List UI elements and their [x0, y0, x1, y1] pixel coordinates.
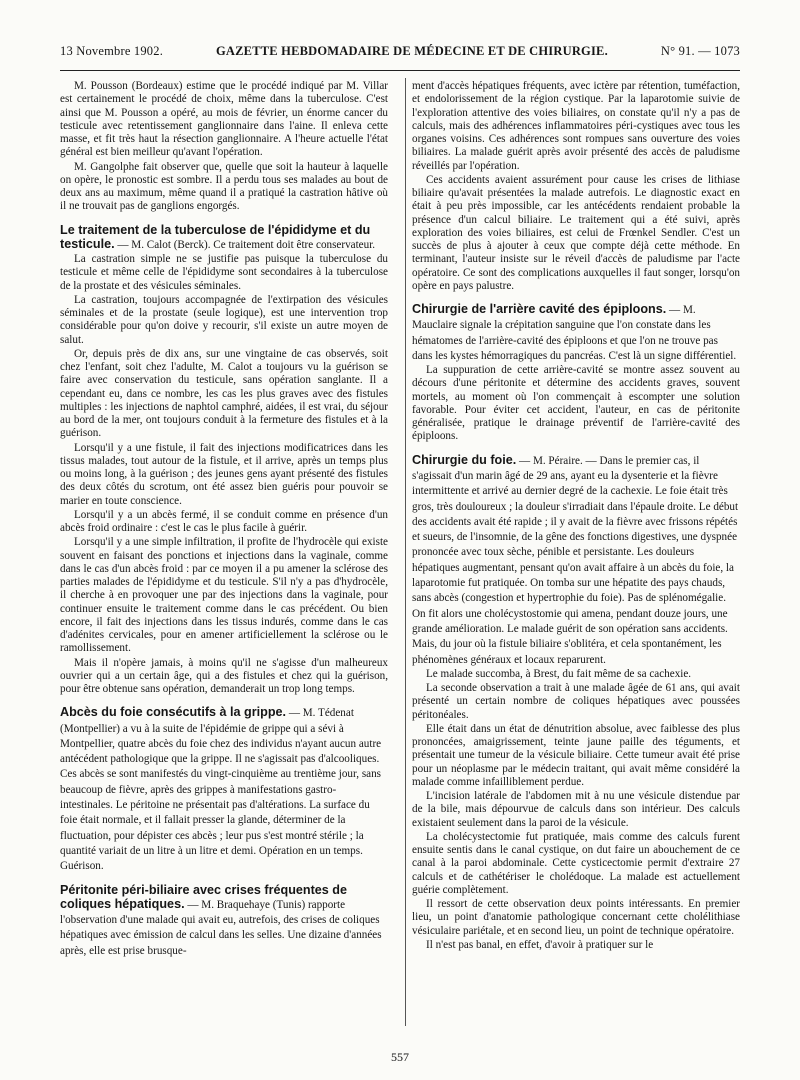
paragraph: Ces accidents avaient assurément pour cause les crises de lithiase biliaire qu'avait présentées la malade autrefois. Le diagnostic exact en était à peu près impossible, car les antécédents rendaient probable la présence d'un calcul biliaire. Le traitement qui a été suivi, après exploration des voies biliaires, est celui de Frœnkel Sendler. C'est un succès de plus à ajouter à ceux que compte déjà cette méthode. En terminant, l'auteur insiste sur le réveil d'accès de paludisme par l'acte opératoire. Ce sont des complications auxquelles il faut songer, lorsqu'on opère en pays palustre. [412, 173, 740, 292]
section-lead: — M. Mauclaire signale la crépitation sanguine que l'on constate dans les hématomes de l'arrière-cavité des épiploons et que l'on ne trouve pas dans les kystes hémorragiques du pancréas. C'est là un signe différentiel. [412, 304, 737, 362]
column-rule [405, 78, 406, 1026]
paragraph: La castration simple ne se justifie pas puisque la tuberculose du testicule et même celle de l'épididyme sont secondaires à la tuberculose de la prostate et des vésicules séminales. [60, 253, 388, 292]
paragraph: Le malade succomba, à Brest, du fait même de sa cachexie. [426, 667, 692, 680]
paragraph: Lorsqu'il y a une simple infiltration, il profite de l'hydrocèle qui existe souvent en faisant des ponctions et injections dans la vaginale, comme dans le cas d'un abcès froid : par ce moyen il a pu amener la sclérose des parties malades de l'épididyme et du testicule. S'il n'y a pas d'hydrocèle, il cherche à en provoquer une par des injections dans la vaginale, pour continuer ensuite le traitement comme dans le cas précédent. Ou bien encore, il fait des injections dans les tissus indurés, comme dans le cas d'adénites cervicales, pour en amener artificiellement la sclérose ou le ramollissement. [60, 536, 388, 655]
header-journal-title: GAZETTE HEBDOMADAIRE DE MÉDECINE ET DE CHIRURGIE. [215, 44, 608, 58]
section-heading-peritonite [60, 883, 388, 958]
section-title: Abcès du foie consécutifs à la grippe. [60, 705, 287, 720]
paragraph: Elle était dans un état de dénutrition absolue, avec faiblesse des plus prononcées, amaigrissement, teinte jaune paille des téguments, et présentait une tumeur de la vésicule biliaire. Cette tumeur avait été prise pour un néoplasme par le médecin traitant, qui avait même considéré la malade comme infailliblement perdue. [412, 722, 740, 788]
paragraph: ment d'accès hépatiques fréquents, avec ictère par rétention, tuméfaction, et endolorissement de la région cystique. Par la laparotomie suivie de l'exploration attentive des voies biliaires, on constate qu'il n'y a pas de calculs, mais des adhérences inflammatoires péri-cystiques avec tous les organes voisins. Ces adhérences sont rompues sans ouverture des voies biliaires. La malade guérit après avoir présenté des accès de paludisme réveillés par l'opération. [412, 80, 740, 172]
paragraph: La castration, toujours accompagnée de l'extirpation des vésicules séminales et de la prostate (seule logique), est une intervention trop considérable pour qu'on doive y recourir, s'il existe un autre moyen de salut. [60, 293, 388, 346]
section-heading-abces-foie [60, 705, 388, 873]
section-title: Chirurgie de l'arrière cavité des épiploons. [412, 302, 667, 316]
paragraph: La suppuration de cette arrière-cavité se montre assez souvent au décours d'une péritonite et détermine des accidents graves, souvent mortels, au moment où l'on commençait à escompter une solution favorable. Pour éviter cet accident, l'auteur, en cas de péritonite généralisée, pratique le drainage préventif de l'arrière-cavité des épiploons. [412, 364, 740, 443]
section-heading-arriere-cavite [412, 302, 740, 363]
page-number: 557 [391, 1050, 409, 1064]
section-heading-chirurgie-foie [412, 453, 740, 667]
paragraph: Mais il n'opère jamais, à moins qu'il ne s'agisse d'un malheureux ouvrier qui a un certain âge, qui a des fistules et chez qui la guérison, pour être obtenue sans opération, demanderait un trop long temps. [60, 656, 388, 696]
section-lead: — M. Braquehaye (Tunis) rapporte l'observation d'une malade qui avait eu, autrefois, des crises de coliques hépatiques avec émission de calcul dans les selles. Une dizaine d'années après, elle est prise brusque- [60, 898, 382, 957]
paragraph: Il n'est pas banal, en effet, d'avoir à pratiquer sur le [426, 938, 654, 951]
header-issue-page: N° 91. — 1073 [660, 44, 740, 58]
paragraph: M. Gangolphe fait observer que, quelle que soit la hauteur à laquelle on opère, le pronostic est sombre. Il a perdu tous ses malades au bout de deux ans au maximum, même quand il a pratiqué la castration hâtive où il ne trouvait pas de ganglions engorgés. [60, 160, 388, 213]
left-column [60, 80, 388, 1024]
paragraph: L'incision latérale de l'abdomen mit à nu une vésicule distendue par de la bile, mais dépourvue de calculs dans son intérieur. Des calculs existaient seulement dans la paroi de la vésicule. [412, 790, 740, 829]
paragraph: Il ressort de cette observation deux points intéressants. En premier lieu, un point d'anatomie pathologique concernant cette cholélithiase vésiculaire pariétale, et en second lieu, un point de technique opératoire. [412, 898, 740, 937]
section-title: Le traitement de la tuberculose de l'épididyme et du testicule. [60, 222, 371, 251]
section-title: Péritonite péri-biliaire avec crises fréquentes de coliques hépatiques. [60, 882, 347, 911]
section-lead: — M. Péraire. — Dans le premier cas, il s'agissait d'un marin âgé de 29 ans, ayant eu la dysenterie et la fièvre intermittente et arrivé au dernier degré de la cachexie. Le foie était très gros, très douloureux ; la douleur s'irradiait dans l'épaule droite. Le début des accidents avait été rapide ; il y avait de la fièvre avec frissons répétés et sueurs, de l'insomnie, de la gêne des fonctions digestives, une dyspnée prononcée avec toux sèche, pénible et persistante. Les douleurs hépatiques augmentant, pensant qu'on avait affaire à un abcès du foie, la laparotomie fut pratiquée. On tomba sur une hépatite des pays chauds, sans abcès (congestion et hypertrophie du foie). Pas de splénomégalie. On fit alors une cholécystostomie qui amena, pendant douze jours, une grande amélioration. Le malade guérit de son opération sans accidents. Mais, du jour où la fistule biliaire s'oblitéra, et cela spontanément, les phénomènes généraux et locaux reparurent. [412, 454, 739, 666]
paragraph: Lorsqu'il y a une fistule, il fait des injections modificatrices dans les tissus malades, tout autour de la fistule, et il arrive, après un temps plus ou moins long, à la guérison ; des jeunes gens ayant présenté des fistules des deux côtés du scrotum, ont été assez bien guéris pour pouvoir se marier en toute conscience. [60, 441, 388, 507]
paragraph: La seconde observation a trait à une malade âgée de 61 ans, qui avait présenté un certain nombre de coliques hépatiques avec poussées péritonéales. [412, 682, 740, 721]
section-lead: — M. Tédenat (Montpellier) a vu à la suite de l'épidémie de grippe qui a sévi à Montpellier, quatre abcès du foie chez des individus n'ayant aucun autre antécédent pathologique que la grippe. Il ne s'agissait pas d'alcooliques. Ces abcès se sont manifestés du vingt-cinquième au trentième jour, sans beaucoup de fièvre, après des grippes à manifestations gastro-intestinales. Le péritoine ne présentait pas d'altérations. La surface du foie était normale, et il fallait presser la glande, déterminer de la fluctuation, pour dépister ces abcès ; leur pus s'est montré stérile ; la quantité variait de un litre à un litre et demi. Opération en un temps. Guérison. [60, 707, 382, 873]
paragraph: Or, depuis près de dix ans, sur une vingtaine de cas observés, soit chez l'enfant, soit chez l'adulte, M. Calot a toujours vu la guérison se faire avec conservation du testicule, sans opération sanglante. Il a cependant eu, dans ce nombre, les cas les plus graves avec des fistules multiples : les injections de naphtol camphré, aidées, il est vrai, du séjour au bord de la mer, ont toujours conduit à la fermeture des fistules et à la guérison. [60, 347, 388, 440]
paragraph: M. Pousson (Bordeaux) estime que le procédé indiqué par M. Villar est certainement le procédé de choix, même dans la tuberculose. C'est ainsi que M. Pousson a opéré, au mois de février, un énorme cancer du testicule avec retentissement ganglionnaire dans l'aine. Il enleva cette masse, et fit très haut la résection ganglionnaire. A l'heure actuelle l'état général est bien meilleur qu'avant l'opération. [60, 80, 388, 159]
section-title: Chirurgie du foie. [412, 452, 517, 467]
section-heading-tuberculose [60, 223, 388, 253]
paragraph: Lorsqu'il y a un abcès fermé, il se conduit comme en présence d'un abcès froid ordinaire : c'est le cas le plus facile à guérir. [60, 508, 388, 535]
right-column [412, 80, 740, 1024]
section-lead: — M. Calot (Berck). Ce traitement doit être conservateur. [114, 238, 376, 251]
header-date: 13 Novembre 1902. [60, 44, 164, 58]
running-header [60, 44, 740, 66]
paragraph: La cholécystectomie fut pratiquée, mais comme des calculs furent ensuite sentis dans le canal cystique, on dut faire un abouchement de ce canal à la paroi abdominale. Cette cysticectomie permit d'extraire 27 calculs et de cathétériser le cholédoque. La malade est actuellement guérie complètement. [412, 830, 740, 896]
header-rule [60, 70, 740, 71]
